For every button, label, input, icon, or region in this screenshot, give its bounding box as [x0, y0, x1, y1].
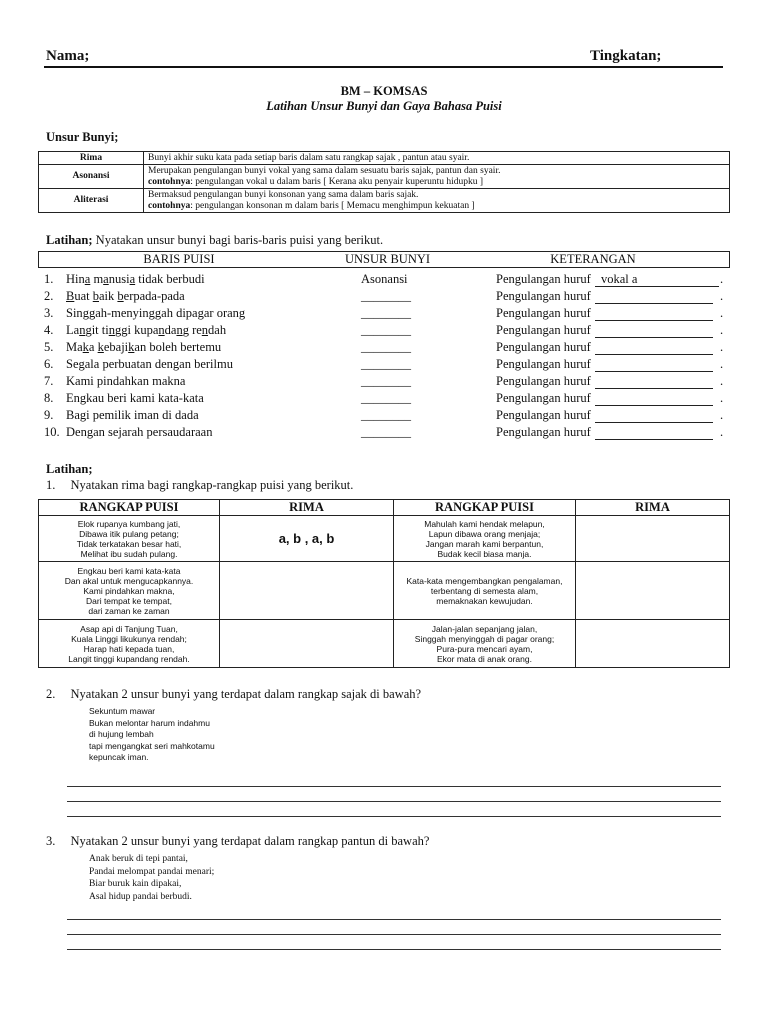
q3-question: [46, 834, 429, 849]
unsur-bunyi-table: [38, 151, 730, 213]
keterangan-field[interactable]: [595, 306, 713, 321]
answer-line[interactable]: [67, 801, 721, 802]
rangkap-cell: [39, 562, 220, 620]
row-number: 2.: [44, 289, 54, 303]
unsur-answer: Asonansi: [361, 272, 408, 286]
q3-number: 3.: [46, 834, 56, 848]
unsur-answer[interactable]: ________: [361, 323, 411, 337]
unsur-answer[interactable]: ________: [361, 425, 411, 439]
keterangan-prefix: Pengulangan huruf: [496, 374, 591, 388]
poem-line: Anak beruk di tepi pantai,: [89, 854, 188, 864]
puisi-line: Hina manusia tidak berbudi: [66, 272, 205, 286]
poem-line: Sekuntum mawar: [89, 706, 156, 716]
q1-number: 1.: [46, 478, 56, 492]
latihan1-text: Nyatakan unsur bunyi bagi baris-baris puisi yang berikut.: [95, 233, 384, 247]
keterangan-field[interactable]: [595, 289, 713, 304]
definition-text: Merupakan pengulangan bunyi vokal yang sama dalam sesuatu baris sajak, pantun dan syair.: [148, 165, 501, 176]
unsur-answer[interactable]: ________: [361, 408, 411, 422]
answer-line[interactable]: [67, 949, 721, 950]
list-item: 4. Langit tinggi kupandang rendah ________ Pengulangan huruf .: [44, 323, 724, 337]
table-row: [39, 620, 730, 668]
row-number: 8.: [44, 391, 54, 405]
keterangan-prefix: Pengulangan huruf: [496, 306, 591, 320]
rangkap-line: Jangan marah kami berpantun,: [425, 538, 544, 549]
rangkap-line: dari zaman ke zaman: [88, 605, 170, 616]
rangkap-line: memaknakan kewujudan.: [436, 595, 533, 606]
poem-line: Asal hidup pandai berbudi.: [89, 891, 192, 902]
poem-line: tapi mengangkat seri mahkotamu: [89, 740, 215, 751]
keterangan-field[interactable]: [595, 425, 713, 440]
answer-line[interactable]: [67, 919, 721, 920]
term-cell: Asonansi: [39, 165, 144, 189]
definition-cell: [144, 165, 730, 189]
rima-answer-cell[interactable]: [220, 562, 394, 620]
header-rima: RIMA: [220, 500, 394, 516]
header-rule: [44, 66, 723, 68]
rangkap-line: Budak kecil biasa manja.: [437, 548, 532, 559]
unsur-answer[interactable]: ________: [361, 374, 411, 388]
rangkap-line: Jalan-jalan sepanjang jalan,: [431, 623, 538, 634]
table-row: [39, 516, 730, 562]
keterangan-field[interactable]: [595, 408, 713, 423]
example-text: [148, 177, 725, 188]
q1-text: Nyatakan rima bagi rangkap-rangkap puisi yang berikut.: [70, 478, 354, 492]
rangkap-line: Harap hati kepada tuan,: [83, 643, 175, 654]
rangkap-line: Kata-kata mengembangkan pengalaman,: [406, 575, 563, 586]
rangkap-cell: [394, 516, 576, 562]
keterangan-prefix: Pengulangan huruf: [496, 340, 591, 354]
example-text: [148, 201, 725, 212]
poem-line: Bukan melontar harum indahmu: [89, 717, 210, 728]
q3-poem: [89, 853, 214, 903]
rangkap-cell: [39, 516, 220, 562]
latihan1-label: Latihan;: [46, 233, 93, 247]
rangkap-line: Asap api di Tanjung Tuan,: [80, 623, 178, 634]
q2-number: 2.: [46, 687, 56, 701]
keterangan-prefix: Pengulangan huruf: [496, 408, 591, 422]
row-number: 9.: [44, 408, 54, 422]
puisi-line: Kami pindahkan makna: [66, 374, 186, 388]
keterangan-prefix: Pengulangan huruf: [496, 391, 591, 405]
rima-answer-cell[interactable]: [576, 620, 730, 668]
nama-label: Nama;: [46, 48, 90, 64]
keterangan-field[interactable]: [595, 374, 713, 389]
row-number: 10.: [44, 425, 60, 439]
definition-text: Bermaksud pengulangan bunyi konsonan yang sama dalam baris sajak.: [148, 189, 419, 200]
rangkap-line: Langit tinggi kupandang rendah.: [68, 653, 190, 664]
row-number: 3.: [44, 306, 54, 320]
list-item: 3. Singgah-menyinggah dipagar orang ________ Pengulangan huruf .: [44, 306, 724, 320]
keterangan-field[interactable]: [595, 340, 713, 355]
puisi-line: Engkau beri kami kata-kata: [66, 391, 204, 405]
table-row: [39, 165, 730, 189]
list-item: 9. Bagi pemilik iman di dada ________ Pengulangan huruf .: [44, 408, 724, 422]
rangkap-line: Elok rupanya kumbang jati,: [77, 518, 181, 529]
unsur-answer[interactable]: ________: [361, 357, 411, 371]
puisi-line: Langit tinggi kupandang rendah: [66, 323, 227, 337]
keterangan-prefix: Pengulangan huruf: [496, 289, 591, 303]
list-item: 5. Maka kebajikan boleh bertemu ________ Pengulangan huruf .: [44, 340, 724, 354]
latihan1-list: [44, 272, 734, 442]
keterangan-field[interactable]: [595, 323, 713, 338]
keterangan-prefix: Pengulangan huruf: [496, 425, 591, 439]
table-row: [39, 562, 730, 620]
rangkap-line: Lapun dibawa orang menjaja;: [428, 528, 541, 539]
rangkap-line: Tidak terkatakan besar hati,: [76, 538, 182, 549]
example-label: contohnya: [148, 176, 191, 187]
header-rangkap-puisi: RANGKAP PUISI: [394, 500, 576, 516]
table-row: [39, 152, 730, 165]
rangkap-line: terbentang di semesta alam,: [430, 585, 539, 596]
keterangan-field[interactable]: [595, 391, 713, 406]
poem-line: kepuncak iman.: [89, 752, 149, 762]
row-number: 4.: [44, 323, 54, 337]
puisi-line: Buat baik berpada-pada: [66, 289, 185, 303]
answer-line[interactable]: [67, 816, 721, 817]
latihan2-label: Latihan;: [46, 462, 93, 476]
term-cell: Rima: [39, 152, 144, 165]
q2-question: [46, 687, 421, 702]
unsur-answer[interactable]: ________: [361, 306, 411, 320]
rangkap-line: Dari tempat ke tempat,: [86, 595, 172, 606]
answer-line[interactable]: [67, 934, 721, 935]
puisi-line: Singgah-menyinggah dipagar orang: [66, 306, 246, 320]
unsur-bunyi-heading: Unsur Bunyi;: [46, 130, 119, 144]
rima-answer-cell[interactable]: [576, 562, 730, 620]
rangkap-cell: [394, 620, 576, 668]
answer-line[interactable]: [67, 786, 721, 787]
term-cell: Aliterasi: [39, 189, 144, 213]
puisi-line: Segala perbuatan dengan berilmu: [66, 357, 233, 371]
list-item: 10. Dengan sejarah persaudaraan ________ Pengulangan huruf .: [44, 425, 724, 439]
poem-line: Pandai melompat pandai menari;: [89, 866, 215, 877]
tingkatan-label: Tingkatan;: [590, 48, 662, 64]
row-number: 7.: [44, 374, 54, 388]
title-line2: Latihan Unsur Bunyi dan Gaya Bahasa Puisi: [266, 99, 502, 113]
q3-text: Nyatakan 2 unsur bunyi yang terdapat dalam rangkap pantun di bawah?: [70, 834, 430, 848]
row-number: 5.: [44, 340, 54, 354]
list-item: 6. Segala perbuatan dengan berilmu ________ Pengulangan huruf .: [44, 357, 724, 371]
rangkap-line: Dan akal untuk mengucapkannya.: [64, 575, 194, 586]
rangkap-line: Melihat ibu sudah pulang.: [80, 548, 178, 559]
rangkap-line: Mahulah kami hendak melapun,: [424, 518, 545, 529]
header-rima: RIMA: [576, 500, 730, 516]
rangkap-line: Kami pindahkan makna,: [83, 585, 175, 596]
header-baris-puisi: BARIS PUISI: [38, 251, 320, 268]
rima-answer-cell[interactable]: [576, 516, 730, 562]
header-keterangan: KETERANGAN: [457, 251, 730, 268]
example-value: : pengulangan vokal u dalam baris [ Kerana aku penyair kuperuntu hidupku ]: [190, 176, 484, 187]
rangkap-line: Dibawa itik pulang petang;: [79, 528, 179, 539]
list-item: 2. Buat baik berpada-pada ________ Pengulangan huruf .: [44, 289, 724, 303]
example-label: contohnya: [148, 200, 191, 211]
list-item: 8. Engkau beri kami kata-kata ________ Pengulangan huruf .: [44, 391, 724, 405]
title-line1: BM – KOMSAS: [340, 84, 428, 98]
latihan2-q1: [46, 478, 353, 493]
puisi-line: Bagi pemilik iman di dada: [66, 408, 199, 422]
definition-cell: Bunyi akhir suku kata pada setiap baris dalam satu rangkap sajak , pantun atau syair.: [144, 152, 730, 165]
row-number: 1.: [44, 272, 54, 286]
list-item: 7. Kami pindahkan makna ________ Pengulangan huruf .: [44, 374, 724, 388]
rangkap-line: Kuala Linggi likukunya rendah;: [71, 633, 187, 644]
table-header-row: [39, 500, 730, 516]
rangkap-line: Ekor mata di anak orang.: [437, 653, 532, 664]
rima-answer-cell[interactable]: [220, 620, 394, 668]
puisi-line: Dengan sejarah persaudaraan: [66, 425, 213, 439]
keterangan-field[interactable]: [595, 357, 713, 372]
rima-answer-cell[interactable]: a, b , a, b: [220, 516, 394, 562]
q2-text: Nyatakan 2 unsur bunyi yang terdapat dalam rangkap sajak di bawah?: [70, 687, 422, 701]
rima-table: [38, 499, 730, 668]
example-value: : pengulangan konsonan m dalam baris [ Memacu menghimpun kekuatan ]: [190, 200, 475, 211]
rangkap-line: Singgah menyinggah di pagar orang;: [414, 633, 555, 644]
rangkap-line: Engkau beri kami kata-kata: [77, 565, 181, 576]
keterangan-prefix: Pengulangan huruf: [496, 272, 591, 286]
unsur-answer[interactable]: ________: [361, 391, 411, 405]
keterangan-prefix: Pengulangan huruf: [496, 323, 591, 337]
poem-line: di hujung lembah: [89, 729, 154, 739]
rangkap-cell: [394, 562, 576, 620]
keterangan-field[interactable]: vokal a: [595, 272, 719, 287]
header-rangkap-puisi: RANGKAP PUISI: [39, 500, 220, 516]
latihan1-instruction: [46, 233, 383, 248]
list-item: 1. Hina manusia tidak berbudi Asonansi Pengulangan huruf vokal a .: [44, 272, 724, 286]
rangkap-line: Pura-pura mencari ayam,: [436, 643, 533, 654]
puisi-line: Maka kebajikan boleh bertemu: [66, 340, 222, 354]
row-number: 6.: [44, 357, 54, 371]
keterangan-prefix: Pengulangan huruf: [496, 357, 591, 371]
poem-line: Biar buruk kain dipakai,: [89, 879, 182, 889]
unsur-answer[interactable]: ________: [361, 289, 411, 303]
header-unsur-bunyi: UNSUR BUNYI: [318, 251, 458, 268]
q2-poem: [89, 706, 215, 764]
definition-cell: [144, 189, 730, 213]
rangkap-cell: [39, 620, 220, 668]
unsur-answer[interactable]: ________: [361, 340, 411, 354]
table-row: [39, 189, 730, 213]
